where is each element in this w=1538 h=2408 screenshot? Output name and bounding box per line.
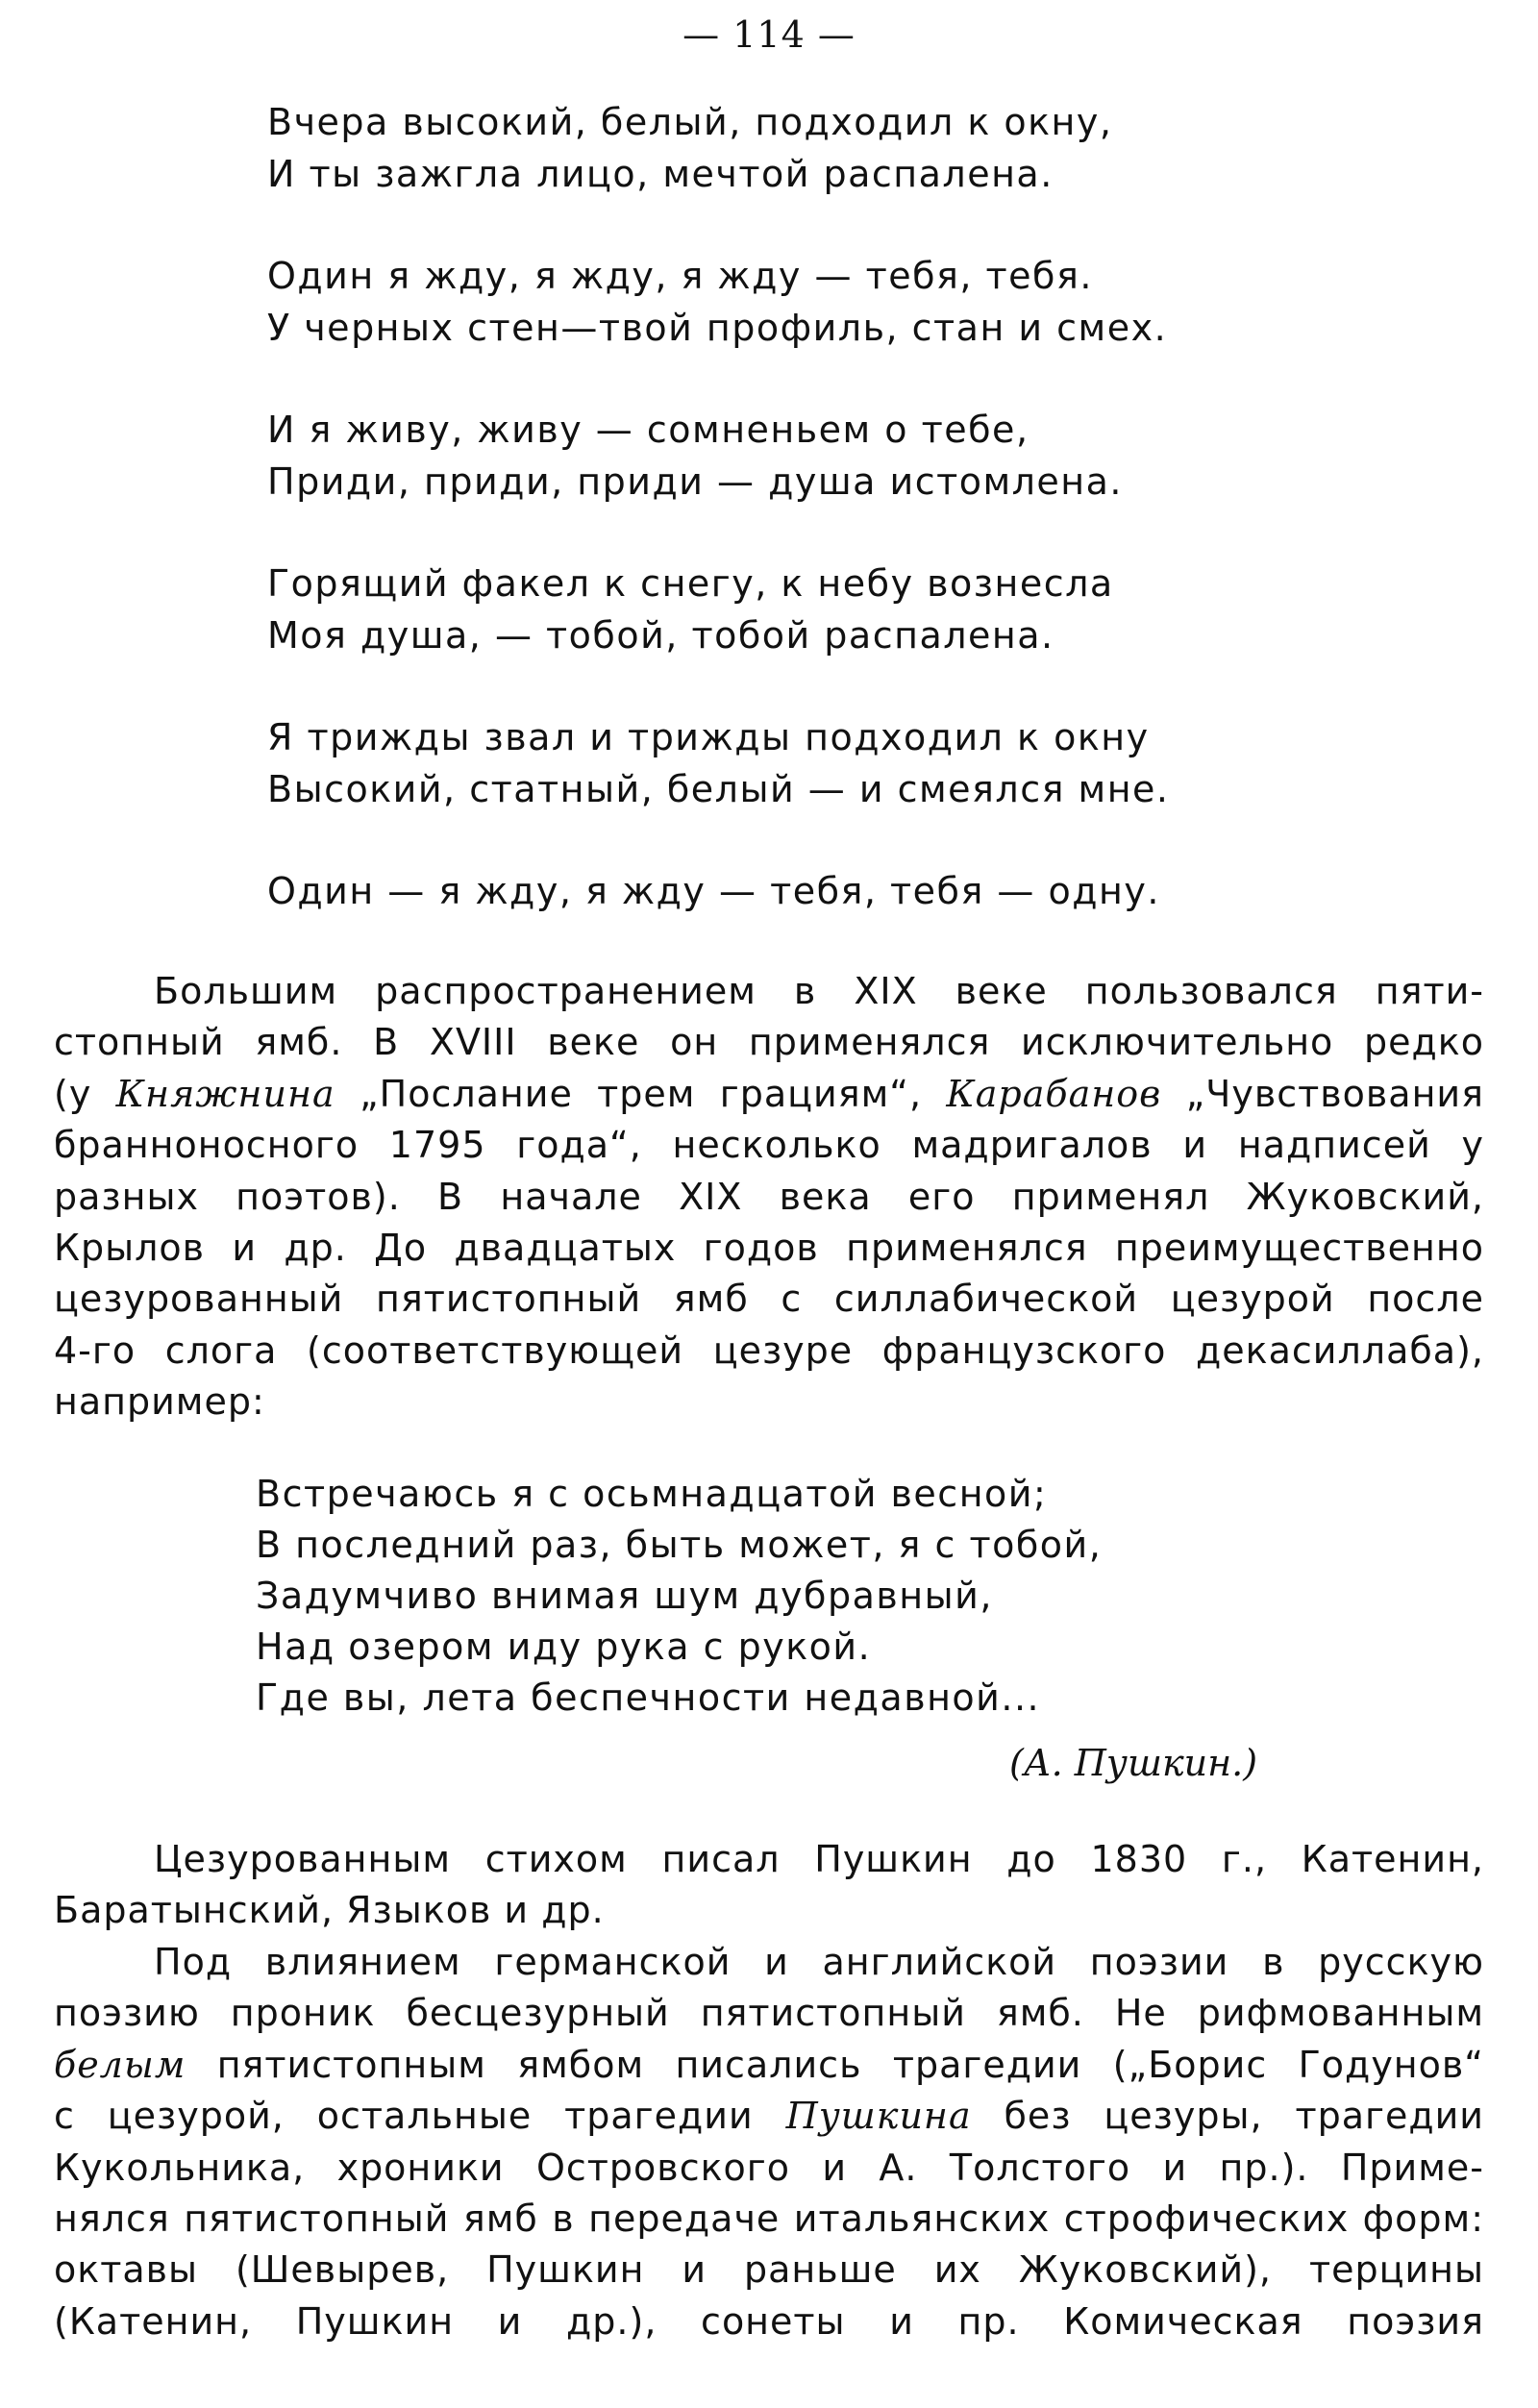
text-run: „Послание трем грациям“, — [335, 1072, 947, 1115]
text-run: с цезурой, остальные трагедии — [54, 2095, 786, 2138]
quote-line: Над озером иду рука с рукой. — [256, 1626, 872, 1668]
text-line: октавы (Шевырев, Пушкин и раньше их Жуковский), терцины — [54, 2248, 1484, 2292]
quote-line: В последний раз, быть может, я с тобой, — [256, 1524, 1103, 1566]
text-line: Кукольника, хроники Островского и А. Толстого и пр.). Приме- — [54, 2146, 1484, 2189]
poem-line: Приди, приди, приди — душа истомлена. — [267, 460, 1124, 503]
text-line: цезурованный пятистопный ямб с силлабической цезурой после — [54, 1278, 1484, 1321]
poem-stanza — [267, 711, 1421, 815]
text-line: Крылов и др. До двадцатых годов применялся преимущественно — [54, 1227, 1484, 1270]
text-line: нялся пятистопный ямб в передаче итальянских строфических форм: — [54, 2197, 1484, 2241]
poem-line: Моя душа, — тобой, тобой распалена. — [267, 614, 1054, 657]
quote-attribution: (А. Пушкин.) — [1009, 1742, 1258, 1784]
text-line: 4-го слога (соответствующей цезуре французского декасиллаба), — [54, 1328, 1484, 1372]
poem-stanza — [267, 96, 1421, 200]
paragraph-pentameter-history — [54, 966, 1484, 1428]
text-line: (Катенин, Пушкин и др.), сонеты и пр. Комическая поэзия — [54, 2299, 1484, 2343]
text-line: стопный ямб. В XVIII веке он применялся исключительно редко — [54, 1021, 1484, 1064]
italic-term: белым — [54, 2043, 186, 2086]
italic-author-name: Пушкина — [785, 2095, 972, 2138]
poem — [267, 96, 1421, 967]
text-run: (у — [54, 1072, 116, 1115]
poem-line: И я живу, живу — сомненьем о тебе, — [267, 409, 1029, 451]
italic-author-name: Княжнина — [115, 1072, 335, 1115]
poem-line: И ты зажгла лицо, мечтой распалена. — [267, 153, 1054, 195]
text-line — [54, 2091, 1484, 2142]
poem-line: Я трижды звал и трижды подходил к окну — [267, 716, 1150, 758]
text-line: Баратынский, Языков и др. — [54, 1889, 605, 1932]
poem-stanza — [267, 865, 1421, 917]
text-run: без цезуры, трагедии — [971, 2095, 1484, 2138]
quote-line: Задумчиво внимая шум дубравный, — [256, 1575, 993, 1617]
poem-line: Вчера высокий, белый, подходил к окну, — [267, 101, 1113, 143]
quote-line: Встречаюсь я с осьмнадцатой весной; — [256, 1473, 1048, 1515]
poem-stanza — [267, 558, 1421, 661]
poem-line: Один я жду, я жду, я жду — тебя, тебя. — [267, 255, 1093, 297]
text-line: Большим распространением в XIX веке пользовался пяти- — [154, 970, 1484, 1012]
poem-line: Высокий, статный, белый — и смеялся мне. — [267, 768, 1170, 810]
text-run: „Чувствования — [1161, 1072, 1484, 1115]
pushkin-quote — [256, 1469, 1313, 1724]
text-line: разных поэтов). В начале XIX века его применял Жуковский, — [54, 1175, 1484, 1218]
page-number: — 114 — — [682, 13, 856, 56]
quote-line: Где вы, лета беспечности недавной... — [256, 1676, 1041, 1719]
paragraph-caesura-authors — [54, 1834, 1484, 1937]
text-run: пятистопным ямбом писались трагедии („Борис Годунов“ — [186, 2043, 1484, 2086]
text-line: например: — [54, 1380, 265, 1424]
text-line — [54, 1069, 1484, 1120]
text-line: Под влиянием германской и английской поэзии в русскую — [154, 1941, 1484, 1983]
poem-stanza — [267, 404, 1421, 508]
poem-line: Один — я жду, я жду — тебя, тебя — одну. — [267, 870, 1160, 912]
poem-stanza — [267, 250, 1421, 354]
text-line: Цезурованным стихом писал Пушкин до 1830 г., Катенин, — [154, 1838, 1484, 1880]
text-line — [54, 2040, 1484, 2091]
italic-author-name: Карабанов — [946, 1072, 1162, 1115]
text-line: браннoносного 1795 года“, несколько мадригалов и надписей у — [54, 1124, 1484, 1167]
poem-line: У черных стен—твой профиль, стан и смех. — [267, 307, 1168, 349]
paragraph-blank-verse — [54, 1937, 1484, 2347]
poem-line: Горящий факел к снегу, к небу вознесла — [267, 562, 1114, 605]
text-line: поэзию проник бесцезурный пятистопный ямб. Не рифмованным — [54, 1992, 1484, 2035]
